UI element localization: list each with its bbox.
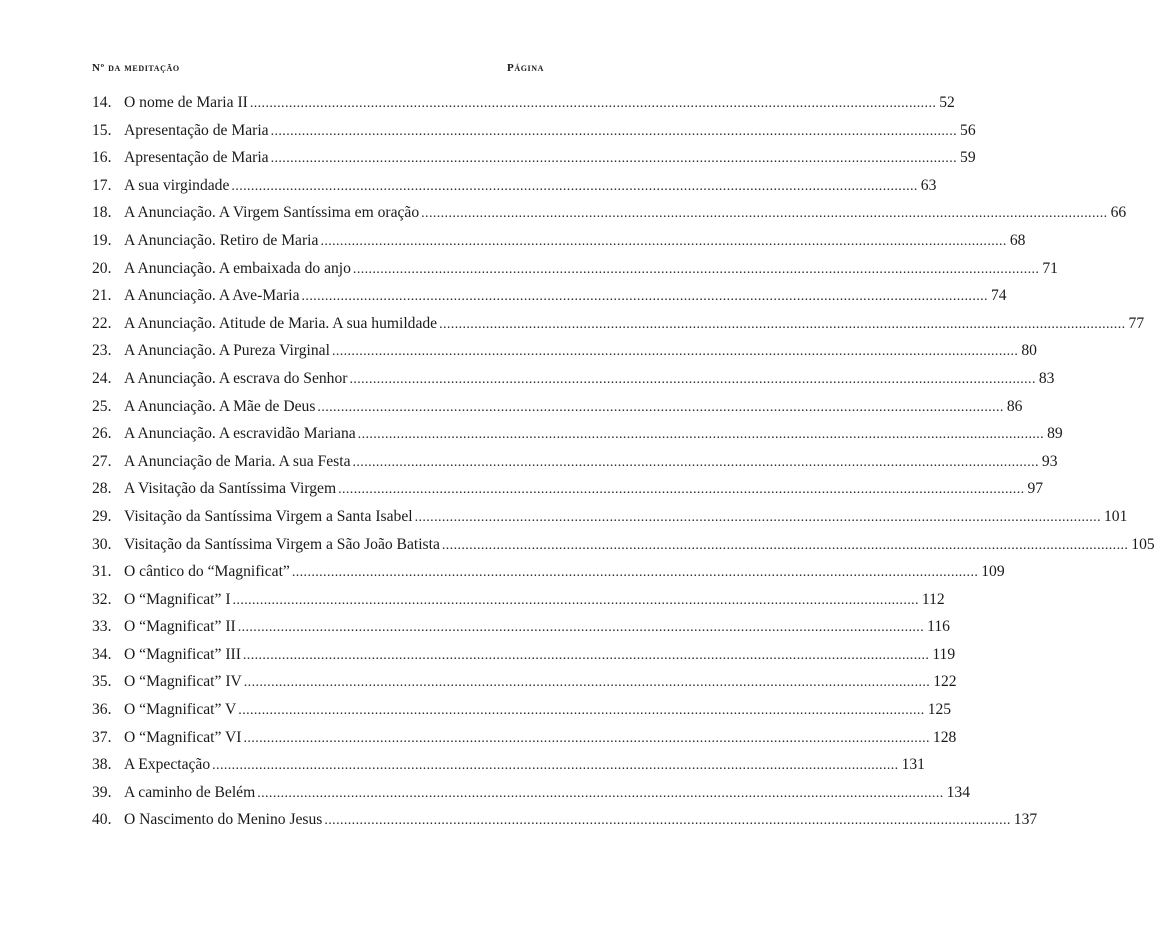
toc-entry [92, 558, 1005, 586]
entry-title: O nome de Maria II [124, 94, 248, 111]
entry-number: 30. [92, 535, 112, 553]
entry-page-number: 93 [1041, 452, 1058, 470]
dot-leader [231, 173, 917, 201]
toc-entry [92, 806, 1038, 834]
entry-title: Apresentação de Maria [124, 149, 269, 167]
toc-entry [92, 144, 976, 172]
entry-title: A Anunciação. A Pureza Virginal [124, 342, 330, 360]
toc-entry [92, 117, 976, 145]
toc-entry [92, 641, 956, 669]
entry-page-number: 125 [927, 701, 952, 719]
toc-entry [92, 531, 1155, 559]
toc-header [92, 62, 544, 80]
toc-entry [92, 448, 1058, 476]
entry-number: 25. [92, 397, 112, 415]
entry-title: O cântico do “Magnificat” [124, 563, 290, 581]
toc-entry [92, 475, 1044, 503]
entry-number: 37. [92, 728, 112, 746]
dot-leader [324, 807, 1010, 835]
toc-entry [92, 586, 945, 614]
entry-title: A Anunciação. A escravidão Mariana [124, 425, 356, 443]
entry-page-number: 134 [946, 783, 971, 801]
entry-number: 31. [92, 563, 112, 581]
dot-leader [271, 145, 957, 173]
entry-number: 28. [92, 480, 112, 498]
entry-title: O “Magnificat” III [124, 645, 241, 663]
dot-leader [332, 338, 1018, 366]
entry-page-number: 89 [1047, 425, 1063, 443]
entry-title: A Anunciação. Atitude de Maria. A sua humildade [124, 314, 438, 332]
dot-leader [302, 283, 988, 311]
entry-number: 38. [92, 756, 112, 774]
entry-title: Visitação da Santíssima Virgem a São João Batista [124, 535, 440, 553]
toc-entry [92, 724, 957, 752]
entry-page-number: 116 [927, 618, 950, 636]
entry-number: 26. [92, 425, 112, 443]
dot-leader [415, 504, 1101, 532]
dot-leader [439, 311, 1125, 339]
entry-number: 23. [92, 342, 112, 360]
dot-leader [349, 366, 1035, 394]
entry-page-number: 80 [1021, 342, 1037, 360]
toc-entry [92, 337, 1037, 365]
toc-entry [92, 668, 957, 696]
entry-title: Apresentação de Maria [124, 121, 269, 139]
dot-leader [250, 90, 936, 118]
entry-page-number: 63 [920, 176, 937, 194]
entry-title: O “Magnificat” V [124, 701, 237, 719]
entry-title: A Visitação da Santíssima Virgem [124, 480, 337, 498]
dot-leader [244, 725, 930, 753]
dot-leader [353, 256, 1039, 284]
entry-title: A Expectação [124, 756, 211, 774]
toc-entry [92, 365, 1055, 393]
entry-number: 35. [92, 673, 112, 691]
entry-page-number: 112 [921, 590, 945, 608]
table-of-contents [92, 89, 1155, 834]
entry-number: 19. [92, 231, 112, 249]
toc-entry [92, 613, 950, 641]
dot-leader [421, 200, 1107, 228]
entry-page-number: 105 [1131, 535, 1155, 553]
entry-number: 17. [92, 176, 112, 194]
entry-page-number: 128 [932, 728, 957, 746]
entry-title: A Anunciação. A Ave-Maria [124, 287, 300, 305]
header-meditation-number: Nº da meditação [92, 62, 180, 74]
toc-entry [92, 310, 1145, 338]
entry-number: 32. [92, 590, 112, 608]
toc-entry [92, 282, 1007, 310]
toc-entry [92, 751, 925, 779]
entry-page-number: 131 [901, 756, 925, 774]
entry-page-number: 109 [981, 563, 1005, 581]
entry-title: O Nascimento do Menino Jesus [124, 811, 323, 829]
entry-page-number: 137 [1013, 811, 1038, 829]
dot-leader [358, 421, 1044, 449]
entry-page-number: 52 [939, 94, 955, 111]
entry-page-number: 66 [1110, 204, 1127, 222]
entry-number: 40. [92, 811, 112, 829]
toc-entry [92, 779, 971, 807]
entry-title: A caminho de Belém [124, 783, 256, 801]
dot-leader [238, 614, 924, 642]
dot-leader [257, 780, 943, 808]
dot-leader [233, 587, 919, 615]
entry-page-number: 68 [1009, 231, 1026, 249]
toc-entry [92, 89, 955, 117]
dot-leader [292, 559, 978, 587]
entry-page-number: 119 [932, 645, 956, 663]
entry-title: O “Magnificat” VI [124, 728, 242, 746]
toc-entry [92, 420, 1063, 448]
entry-page-number: 122 [933, 673, 957, 691]
document-page [92, 0, 1155, 929]
dot-leader [320, 228, 1006, 256]
entry-number: 14. [92, 94, 112, 111]
entry-number: 34. [92, 645, 112, 663]
entry-number: 21. [92, 287, 112, 305]
toc-entry [92, 503, 1128, 531]
entry-title: A Anunciação. A escrava do Senhor [124, 369, 348, 387]
entry-title: A sua virgindade [124, 176, 230, 194]
entry-page-number: 77 [1128, 314, 1145, 332]
entry-title: O “Magnificat” IV [124, 673, 242, 691]
toc-entry [92, 199, 1127, 227]
toc-entry [92, 227, 1026, 255]
entry-title: Visitação da Santíssima Virgem a Santa Isabel [124, 507, 413, 525]
entry-page-number: 97 [1027, 480, 1044, 498]
dot-leader [442, 532, 1128, 560]
entry-page-number: 56 [960, 121, 976, 139]
dot-leader [243, 642, 929, 670]
entry-page-number: 59 [960, 149, 976, 167]
entry-number: 16. [92, 149, 112, 167]
toc-entry [92, 172, 937, 200]
toc-entry [92, 255, 1058, 283]
entry-page-number: 71 [1042, 259, 1058, 277]
entry-number: 18. [92, 204, 112, 222]
entry-title: A Anunciação. A Mãe de Deus [124, 397, 316, 415]
entry-page-number: 101 [1103, 507, 1128, 525]
entry-title: O “Magnificat” I [124, 590, 231, 608]
entry-number: 29. [92, 507, 112, 525]
entry-number: 15. [92, 121, 112, 139]
entry-number: 27. [92, 452, 112, 470]
dot-leader [338, 476, 1024, 504]
entry-number: 20. [92, 259, 112, 277]
dot-leader [212, 752, 898, 780]
header-page: Página [507, 62, 544, 74]
entry-number: 39. [92, 783, 112, 801]
entry-title: A Anunciação de Maria. A sua Festa [124, 452, 351, 470]
entry-number: 36. [92, 701, 112, 719]
dot-leader [244, 669, 930, 697]
dot-leader [317, 394, 1003, 422]
entry-title: O “Magnificat” II [124, 618, 236, 636]
entry-page-number: 74 [990, 287, 1007, 305]
dot-leader [238, 697, 924, 725]
entry-page-number: 86 [1006, 397, 1023, 415]
toc-entry [92, 393, 1023, 421]
dot-leader [353, 449, 1039, 477]
entry-title: A Anunciação. A embaixada do anjo [124, 259, 351, 277]
toc-entry [92, 696, 952, 724]
entry-title: A Anunciação. A Virgem Santíssima em oração [124, 204, 420, 222]
dot-leader [271, 118, 957, 146]
entry-title: A Anunciação. Retiro de Maria [124, 231, 319, 249]
entry-page-number: 83 [1038, 369, 1055, 387]
entry-number: 24. [92, 369, 112, 387]
entry-number: 22. [92, 314, 112, 332]
entry-number: 33. [92, 618, 112, 636]
